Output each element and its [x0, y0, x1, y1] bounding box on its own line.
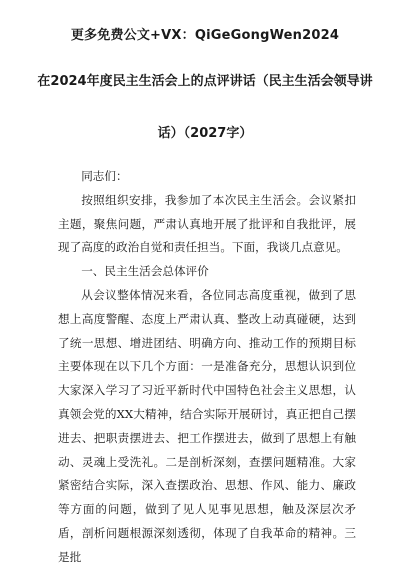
- paragraph-intro: 按照组织安排，我参加了本次民主生活会。会议紧扣主题，聚焦问题，严肃认真地开展了批评和自我批评，展现了高度的政治自觉和责任担当。下面，我谈几点意见。: [58, 192, 356, 255]
- watermark-header: 更多免费公文+VX：QiGeGongWen2024: [70, 28, 340, 43]
- section-heading: 一、民主生活会总体评价: [81, 264, 209, 279]
- paragraph-evaluation: 从会议整体情况来看，各位同志高度重视，做到了思想上高度警醒、态度上严肃认真、整改上动真碰硬，达到了统一思想、增进团结、明确方向、推动工作的预期目标主要体现在以下几个方面：一是准备充分，思想认识到位大家深入学习了习近平新时代中国特色社会主义思想，认真领会党的XX大精神，结合实际开展研讨，真正把自己摆进去、把职责摆进去、把工作摆进去，做到了思想上有触动、灵魂上受洗礼。二是剖析深刻，查摆问题精准。大家紧密结合实际，深入查摆政治、思想、作风、能力、廉政等方面的问题，做到了见人见事见思想，触及深层次矛盾，剖析问题根源深刻透彻，体现了自我革命的精神。三是批: [58, 287, 356, 564]
- document-title-line-1: 在2024年度民主生活会上的点评讲话（民主生活会领导讲: [37, 74, 373, 89]
- salutation: 同志们：: [81, 169, 128, 183]
- document-body: [58, 165, 356, 570]
- document-title-line-2: 话）（2027字）: [157, 126, 253, 141]
